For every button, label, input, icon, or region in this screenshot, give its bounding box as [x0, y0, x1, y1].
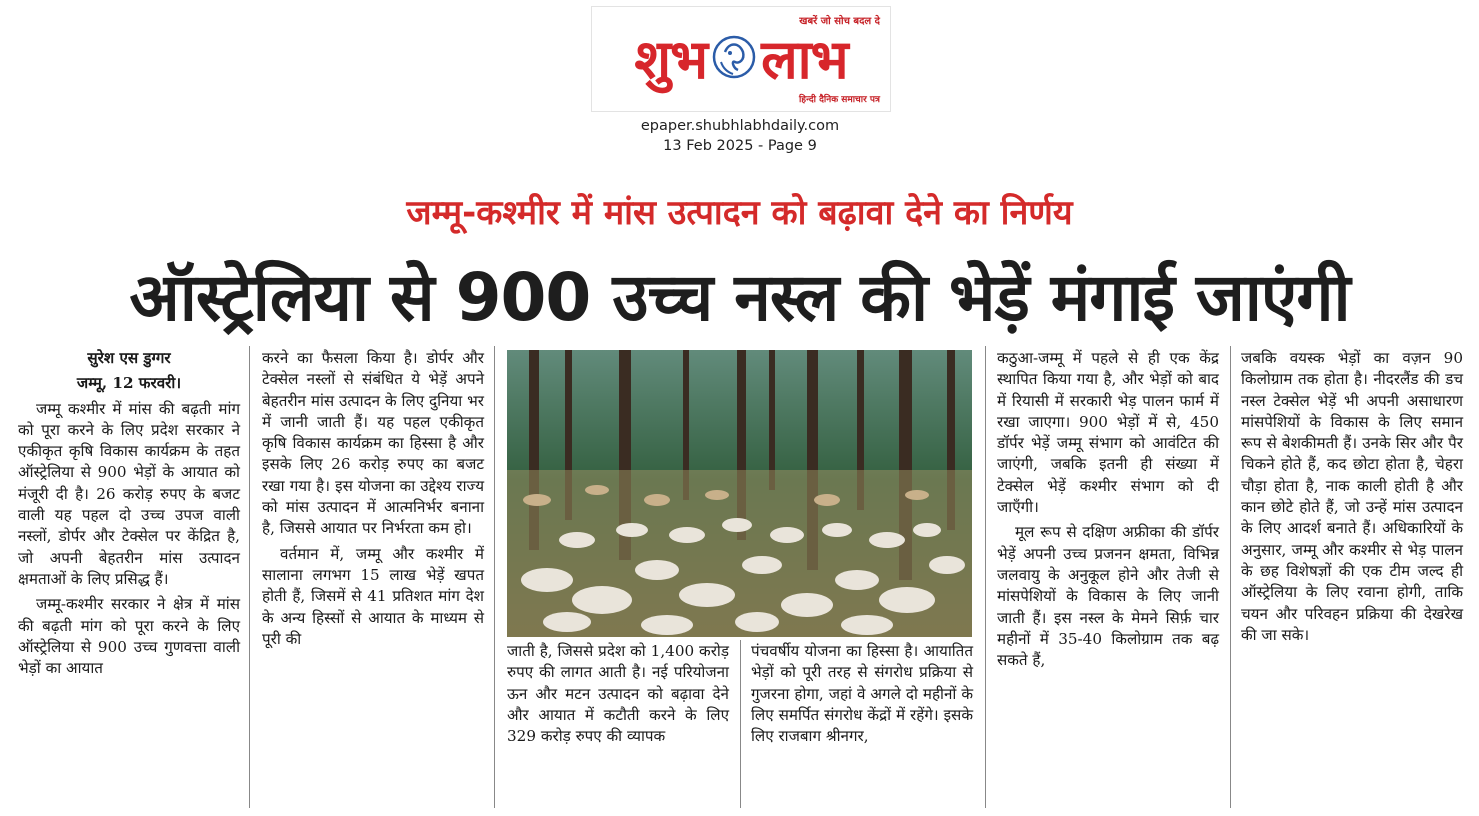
article-headline: ऑस्ट्रेलिया से 900 उच्च नस्ल की भेड़ें मंगाई जाएंगी	[129, 259, 1350, 336]
article-column-3	[507, 641, 729, 751]
author-byline: सुरेश एस डुग्गर	[87, 349, 171, 367]
brand-logo	[598, 25, 884, 89]
article-column-4	[751, 641, 973, 751]
article-paragraph: मूल रूप से दक्षिण अफ्रीका की डॉर्पर भेड़ें अपनी उच्च प्रजनन क्षमता, विभिन्न जलवायु के अनुकूल होने और तेजी से मांसपेशियों के विकास के लिए जानी जाती हैं। इस नस्ल के मेमने सिर्फ़ चार महीनों में 35-40 किलोग्राम तक बढ़ सकते हैं,	[997, 523, 1219, 670]
column-divider	[985, 346, 986, 808]
column-divider	[740, 640, 741, 808]
article-column-6	[1241, 348, 1463, 650]
article-paragraph: जबकि वयस्क भेड़ों का वज़न 90 किलोग्राम तक होता है। नीदरलैंड की डच नस्ल टेक्सेल भेड़ें भी अपनी असाधारण मांसपेशियों के विकास के लिए समान रूप से बेशकीमती हैं। उनके सिर और पैर चिकने होते हैं, कद छोटा होता है, चेहरा चौड़ा होता है, नाक काली होती है और कान छोटे होते हैं, जो उन्हें मांस उत्पादन के लिए आदर्श बनाते हैं। अधिकारियों के अनुसार, जम्मू और कश्मीर से भेड़ पालन के छह विशेषज्ञों की एक टीम जल्द ही ऑस्ट्रेलिया के लिए रवाना होगी, ताकि चयन और परिवहन प्रक्रिया की देखरेख की जा सके।	[1241, 349, 1463, 644]
ganesha-logo-icon	[711, 34, 757, 80]
masthead-subtitle: हिन्दी दैनिक समाचार पत्र	[798, 95, 880, 105]
article-paragraph: कठुआ-जम्मू में पहले से ही एक केंद्र स्थापित किया गया है, और भेड़ों को बाद में रियासी में सरकारी भेड़ पालन फार्म में रखा जाएगा। 900 भेड़ों में से, 450 डॉर्पर भेड़ें जम्मू संभाग को आवंटित की जाएंगी, जबकि इतनी ही संख्या में टेक्सेल भेड़ें कश्मीर संभाग को दी जाएँगी।	[997, 349, 1219, 517]
dateline: जम्मू, 12 फरवरी।	[76, 374, 182, 393]
column-divider	[494, 346, 495, 808]
edition-date-page: 13 Feb 2025 - Page 9	[663, 138, 817, 154]
article-paragraph: वर्तमान में, जम्मू और कश्मीर में सालाना लगभग 15 लाख भेड़ें खपत होती हैं, जिसमें से 41 प्रतिशत मांग देश के अन्य हिस्सों से आयात के माध्यम से पूरी की	[262, 544, 484, 648]
article-column-2	[262, 348, 484, 654]
article-paragraph: जाती है, जिससे प्रदेश को 1,400 करोड़ रुपए की लागत आती है। नई परियोजना ऊन और मटन उत्पादन को बढ़ावा देने और आयात में कटौती करने के लिए 329 करोड़ रुपए की व्यापक	[507, 642, 729, 746]
masthead-tagline: खबरें जो सोच बदल दे	[799, 16, 880, 27]
article-column-1	[18, 348, 240, 683]
article-paragraph: जम्मू-कश्मीर सरकार ने क्षेत्र में मांस की बढ़ती मांग को पूरा करने के लिए ऑस्ट्रेलिया से 900 उच्च गुणवत्ता वाली भेड़ों का आयात	[18, 595, 240, 678]
column-divider	[249, 346, 250, 808]
brand-name-left: शुभ	[634, 28, 708, 91]
article-column-5	[997, 348, 1219, 675]
masthead	[591, 6, 891, 112]
article-paragraph: पंचवर्षीय योजना का हिस्सा है। आयातित भेड़ों को पूरी तरह से संगरोध प्रक्रिया से गुजरना होगा, जहां वे अगले दो महीनों के लिए समर्पित संगरोध केंद्रों में रहेंगे। इसके लिए राजबाग श्रीनगर,	[751, 642, 973, 746]
sheep-flock-photo	[507, 350, 972, 637]
brand-name-right: लाभ	[761, 28, 848, 91]
epaper-url: epaper.shubhlabhdaily.com	[640, 118, 840, 134]
article-paragraph: करने का फैसला किया है। डोर्पर और टेक्सेल नस्लों से संबंधित ये भेड़ें अपने बेहतरीन मांस उत्पादन के लिए दुनिया भर में जानी जाती हैं। यह पहल एकीकृत कृषि विकास कार्यक्रम का हिस्सा है और इसके लिए 26 करोड़ रुपए का बजट रखा गया है। इस योजना का उद्देश्य राज्य को मांस उत्पादन में आत्मनिर्भर बनाना है, जिससे आयात पर निर्भरता कम हो।	[262, 349, 484, 538]
article-paragraph: जम्मू कश्मीर में मांस की बढ़ती मांग को पूरा करने के लिए प्रदेश सरकार ने एकीकृत कृषि विकास कार्यक्रम के तहत ऑस्ट्रेलिया से 900 भेड़ों के आयात को मंजूरी दी है। 26 करोड़ रुपए के बजट वाली यह पहल दो उच्च उपज वाली नस्लों, डोर्पर और टेक्सेल पर केंद्रित है, जो अपनी बेहतरीन मांस उत्पादन क्षमताओं के लिए प्रसिद्ध हैं।	[18, 399, 240, 588]
article-kicker: जम्मू-कश्मीर में मांस उत्पादन को बढ़ावा देने का निर्णय	[406, 193, 1073, 233]
column-divider	[1230, 346, 1231, 808]
